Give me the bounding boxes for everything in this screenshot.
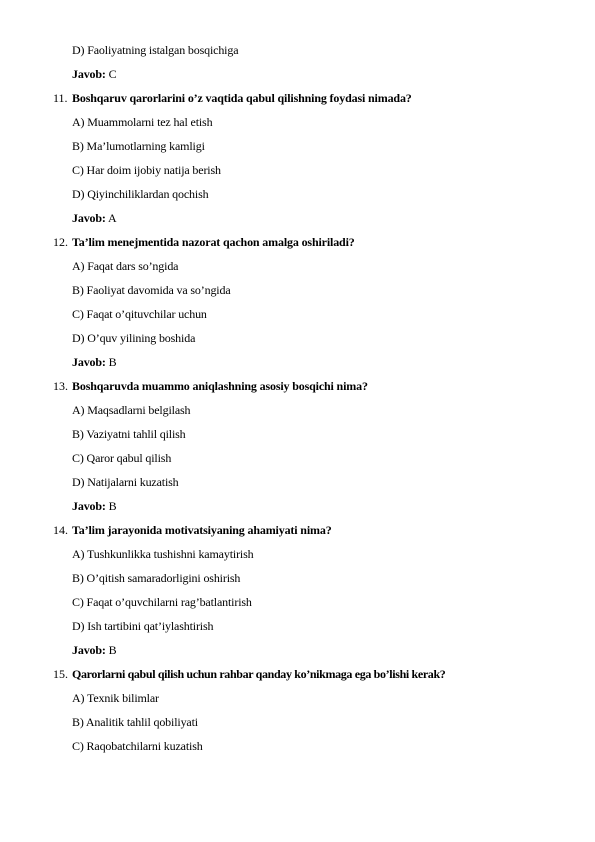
option-b: B) O’qitish samaradorligini oshirish [72, 571, 241, 585]
answer-line [72, 642, 117, 658]
option-d: D) Qiyinchiliklardan qochish [72, 187, 209, 201]
option-b: B) Analitik tahlil qobiliyati [72, 715, 198, 729]
question-number: 12. [53, 235, 68, 249]
option-c: C) Qaror qabul qilish [72, 451, 172, 465]
answer-line [72, 66, 117, 82]
option-c: C) Har doim ijobiy natija berish [72, 163, 221, 177]
answer-label: Javob: [72, 643, 106, 657]
question-text: Boshqaruvda muammo aniqlashning asosiy bosqichi nima? [72, 379, 368, 393]
option-c: C) Raqobatchilarni kuzatish [72, 739, 203, 753]
option-a: A) Maqsadlarni belgilash [72, 403, 191, 417]
answer-value: A [107, 211, 117, 225]
option-a: A) Faqat dars so’ngida [72, 259, 179, 273]
answer-line [72, 498, 117, 514]
question-number: 11. [53, 91, 68, 105]
answer-label: Javob: [72, 67, 106, 81]
option-b: B) Faoliyat davomida va so’ngida [72, 283, 231, 297]
option-d: D) Ish tartibini qat’iylashtirish [72, 619, 214, 633]
option-b: B) Vaziyatni tahlil qilish [72, 427, 186, 441]
option-d: D) O’quv yilining boshida [72, 331, 196, 345]
question-text: Ta’lim jarayonida motivatsiyaning ahamiyati nima? [72, 523, 332, 537]
option-c: C) Faqat o’qituvchilar uchun [72, 307, 207, 321]
answer-label: Javob: [72, 355, 106, 369]
option-a: A) Texnik bilimlar [72, 691, 159, 705]
option-b: B) Ma’lumotlarning kamligi [72, 139, 205, 153]
question-number: 14. [53, 523, 68, 537]
answer-label: Javob: [72, 499, 106, 513]
answer-value: C [108, 67, 117, 81]
option-a: A) Muammolarni tez hal etish [72, 115, 213, 129]
option-d: D) Natijalarni kuzatish [72, 475, 179, 489]
answer-line [72, 210, 117, 226]
answer-line [72, 354, 117, 370]
answer-value: B [108, 643, 117, 657]
question-text: Qarorlarni qabul qilish uchun rahbar qanday ko’nikmaga ega bo’lishi kerak? [72, 667, 446, 681]
answer-value: B [108, 499, 117, 513]
option-d: D) Faoliyatning istalgan bosqichiga [72, 43, 239, 57]
question-text: Boshqaruv qarorlarini o’z vaqtida qabul qilishning foydasi nimada? [72, 91, 412, 105]
answer-label: Javob: [72, 211, 106, 225]
option-a: A) Tushkunlikka tushishni kamaytirish [72, 547, 254, 561]
answer-value: B [108, 355, 117, 369]
option-c: C) Faqat o’quvchilarni rag’batlantirish [72, 595, 252, 609]
question-number: 15. [53, 667, 68, 681]
question-text: Ta’lim menejmentida nazorat qachon amalga oshiriladi? [72, 235, 355, 249]
question-number: 13. [53, 379, 68, 393]
